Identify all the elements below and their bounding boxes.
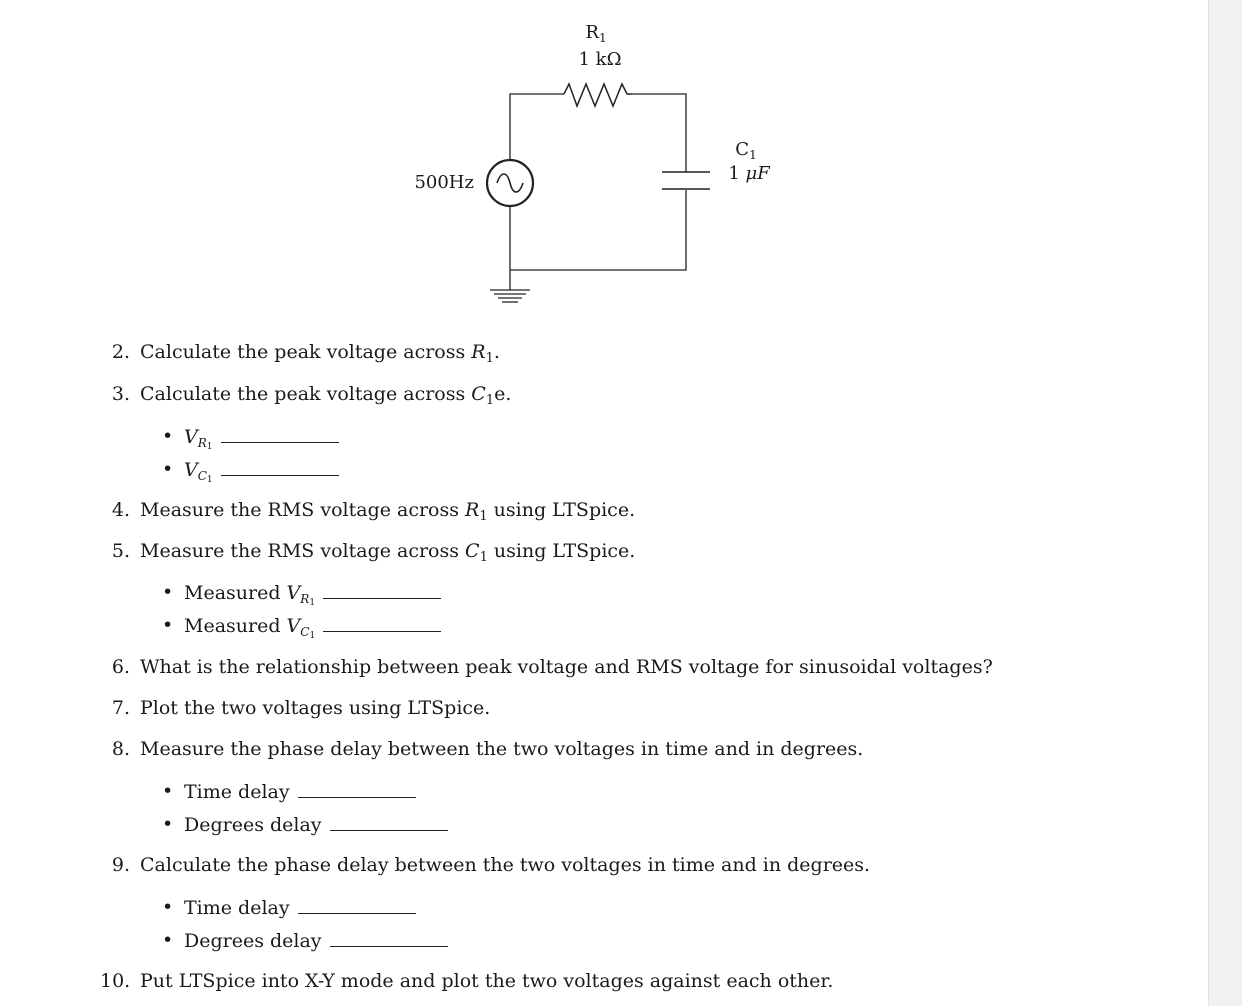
question-suffix: using LTSpice. [487, 499, 636, 521]
wire-top-right [632, 94, 686, 172]
resistor-name-label: $R_1$ [585, 22, 607, 45]
question-text: What is the relationship between peak voltage and RMS voltage for sinusoidal voltages? [140, 656, 993, 678]
bullet-label: Degrees delay [184, 930, 322, 952]
variable-c: C [471, 383, 486, 405]
bullet-label: Degrees delay [184, 814, 322, 836]
source-frequency-label: 500Hz [414, 172, 474, 193]
bullet-dot: • [162, 425, 174, 447]
bullet-dot: • [162, 458, 174, 480]
question-text: Put LTSpice into X-Y mode and plot the two voltages against each other. [140, 970, 834, 992]
answer-blank-measured-vr1[interactable] [323, 580, 441, 599]
ground-symbol [490, 290, 530, 302]
capacitor-c1-symbol [662, 172, 710, 189]
variable-subscript: 1 [479, 509, 488, 524]
capacitor-name-label: $C_1$ [735, 139, 757, 162]
bullet-label: Time delay [184, 897, 290, 919]
question-text: Measure the phase delay between the two voltages in time and in degrees. [140, 738, 864, 760]
variable-subsubscript: 1 [206, 442, 213, 452]
question-text: Calculate the peak voltage across [140, 383, 472, 405]
question-number: 2. [111, 341, 130, 363]
question-number: 7. [111, 697, 130, 719]
resistor-value-label: 1 kΩ [578, 49, 622, 70]
variable-subscript: 1 [479, 550, 488, 565]
bullet-dot: • [162, 896, 174, 918]
answer-blank-q8-degrees[interactable] [330, 812, 448, 831]
answer-blank-vr1[interactable] [221, 424, 339, 443]
question-number: 4. [111, 499, 130, 521]
ac-source-symbol [487, 160, 533, 206]
question-number: 3. [111, 383, 130, 405]
question-suffix: e. [494, 383, 512, 405]
rc-circuit-diagram [0, 0, 1208, 320]
variable-subscript: R [197, 436, 207, 450]
answer-blank-measured-vc1[interactable] [323, 613, 441, 632]
question-number: 5. [111, 540, 130, 562]
variable-subscript: 1 [485, 351, 494, 366]
variable-r: R [465, 499, 480, 521]
variable-v: V [184, 426, 198, 448]
answer-blank-q8-time[interactable] [298, 779, 416, 798]
variable-v: V [286, 615, 301, 637]
bullet-prefix: Measured [184, 582, 287, 604]
bullet-dot: • [162, 581, 174, 603]
question-text: Measure the RMS voltage across [140, 540, 466, 562]
bullet-label: Time delay [184, 781, 290, 803]
question-text: Plot the two voltages using LTSpice. [140, 697, 491, 719]
bullet-dot: • [162, 929, 174, 951]
variable-subscript: 1 [485, 393, 495, 408]
question-number: 8. [111, 738, 130, 760]
answer-blank-q9-time[interactable] [298, 895, 416, 914]
variable-subsubscript: 1 [309, 631, 316, 641]
wire-cap-bottom [510, 190, 686, 270]
question-text: Measure the RMS voltage across [140, 499, 466, 521]
variable-subsubscript: 1 [206, 475, 213, 485]
capacitor-value-label: 1 μF [728, 163, 770, 184]
wire-top-left [510, 94, 564, 160]
variable-c: C [465, 540, 480, 562]
variable-subscript: C [300, 625, 310, 639]
bullet-dot: • [162, 780, 174, 802]
variable-v: V [184, 459, 198, 481]
bullet-dot: • [162, 813, 174, 835]
question-text: Calculate the phase delay between the two voltages in time and in degrees. [140, 854, 871, 876]
question-suffix: using LTSpice. [487, 540, 636, 562]
answer-blank-vc1[interactable] [221, 457, 339, 476]
question-number: 6. [111, 656, 130, 678]
variable-r: R [471, 341, 486, 363]
question-text: Calculate the peak voltage across [140, 341, 472, 363]
bullet-dot: • [162, 614, 174, 636]
viewer-scroll-gutter[interactable] [1208, 0, 1242, 1006]
variable-subscript: C [197, 469, 207, 483]
question-suffix: . [493, 341, 500, 363]
variable-v: V [286, 582, 301, 604]
question-number: 9. [111, 854, 130, 876]
variable-subsubscript: 1 [309, 598, 316, 608]
question-number: 10. [100, 970, 131, 992]
answer-blank-q9-degrees[interactable] [330, 928, 448, 947]
variable-subscript: R [300, 592, 310, 606]
bullet-prefix: Measured [184, 615, 287, 637]
resistor-r1-symbol [564, 84, 632, 106]
